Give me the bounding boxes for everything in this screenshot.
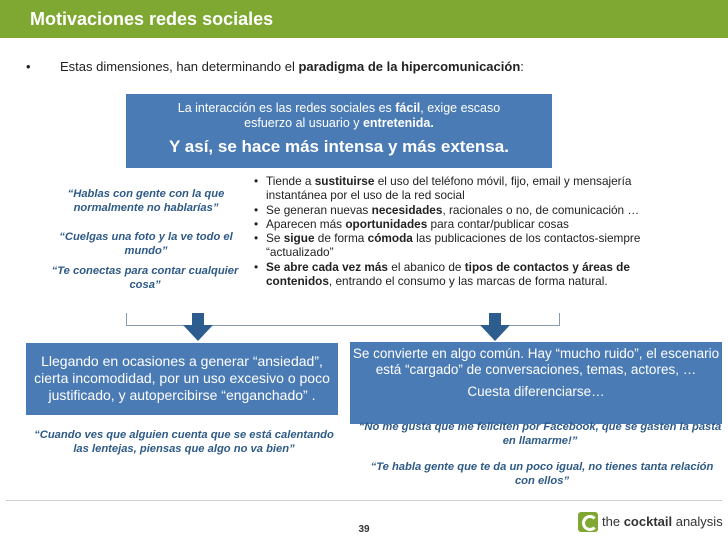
noise-box [350, 342, 722, 424]
cocktail-logo-icon [578, 512, 598, 532]
intro-text-bold: paradigma de la hipercomunicación [298, 59, 521, 74]
list-item-text: para contar/publicar cosas [427, 216, 569, 231]
logo-prefix: the [602, 514, 624, 529]
intro-bullet: • [26, 59, 31, 74]
list-item-text: , racionales o no, de comunicación … [442, 202, 640, 217]
top-box-headline: Y así, se hace más intensa y más extensa. [169, 137, 509, 156]
logo-bold: cocktail [623, 514, 673, 529]
intro-text-b: : [520, 59, 524, 74]
list-item-text: el abanico de [387, 259, 465, 274]
list-item-bold: sigue [283, 231, 315, 246]
footer-divider [6, 500, 722, 501]
list-bullet: • [254, 231, 259, 246]
list-item-bold: Se abre cada vez más [266, 259, 388, 274]
noise-box-text: Se convierte en algo común. Hay “mucho ruido”, el escenario está “cargado” de conversaciones, temas, actores, … [352, 346, 720, 377]
list-bullet: • [254, 216, 259, 231]
list-item-text: Aparecen más [266, 216, 346, 231]
anxiety-box-text: Llegando en ocasiones a generar “ansiedad”, cierta incomodidad, por un uso excesivo o poco justificado, y autopercibirse “enganchado” . [34, 353, 330, 403]
list-item-bold: sustituirse [314, 174, 375, 188]
list-bullet: • [254, 259, 259, 274]
top-box-line1-b: , exige escaso [420, 101, 501, 115]
list-item [254, 260, 654, 289]
intro-text [60, 59, 524, 74]
anxiety-box [26, 343, 338, 415]
quote-left-3: “Te conectas para contar cualquier cosa” [51, 265, 239, 291]
company-logo [578, 509, 722, 537]
noise-box-conclusion: Cuesta diferenciarse… [467, 384, 605, 399]
quote-left-1: “Hablas con gente con la que normalmente no hablarías” [67, 188, 225, 214]
header-bar [0, 0, 728, 38]
quote-bottom-right-2: “Te habla gente que te da un poco igual, no tienes tanta relación con ellos” [370, 461, 714, 487]
list-item-bold: necesidades [371, 202, 443, 217]
top-box-line1-c: esfuerzo al usuario y [244, 116, 363, 130]
arrow-down-icon [480, 313, 510, 341]
top-summary-box [126, 94, 552, 168]
list-item-text: Se [266, 231, 284, 246]
list-item-text: el uso del teléfono móvil, fijo, email y mensajería instantánea por el uso de la red social [266, 174, 632, 203]
list-item-text: de forma [314, 231, 368, 246]
list-item-bold: oportunidades [345, 216, 428, 231]
list-item [254, 217, 654, 231]
quote-left-2: “Cuelgas una foto y la ve todo el mundo” [59, 231, 233, 257]
logo-wordmark [602, 514, 723, 529]
list-item-text: las publicaciones de los contactos-siempre “actualizado” [266, 231, 641, 260]
list-item-bold: tipos de contactos y áreas de contenidos [266, 259, 630, 289]
logo-suffix: analysis [672, 514, 723, 529]
page-title: Motivaciones redes sociales [30, 9, 274, 29]
list-item-text: , entrando el consumo y las marcas de forma natural. [328, 274, 608, 289]
list-item [254, 203, 654, 217]
top-box-line1-bold2: entretenida. [362, 116, 434, 130]
quote-bottom-right-1: “No me gusta que me feliciten por Facebook, que se gasten la pasta en llamarme!” [358, 421, 722, 447]
benefits-list [254, 174, 654, 288]
page-number: 39 [358, 524, 370, 535]
list-item-text: Se generan nuevas [266, 202, 372, 217]
list-item [254, 231, 654, 260]
quote-bottom-left: “Cuando ves que alguien cuenta que se está calentando las lentejas, piensas que algo no va bien” [34, 429, 334, 455]
list-item-bold: cómoda [367, 231, 413, 246]
list-item [254, 174, 654, 203]
intro-text-a: Estas dimensiones, han determinando el [60, 59, 299, 74]
arrow-down-icon [183, 313, 213, 341]
top-box-line1-a: La interacción es las redes sociales es [177, 101, 396, 115]
top-box-line1 [126, 101, 552, 131]
top-box-line1-bold1: fácil [395, 101, 421, 115]
list-bullet: • [254, 202, 259, 217]
list-item-text: Tiende a [266, 174, 315, 188]
list-bullet: • [254, 174, 259, 188]
